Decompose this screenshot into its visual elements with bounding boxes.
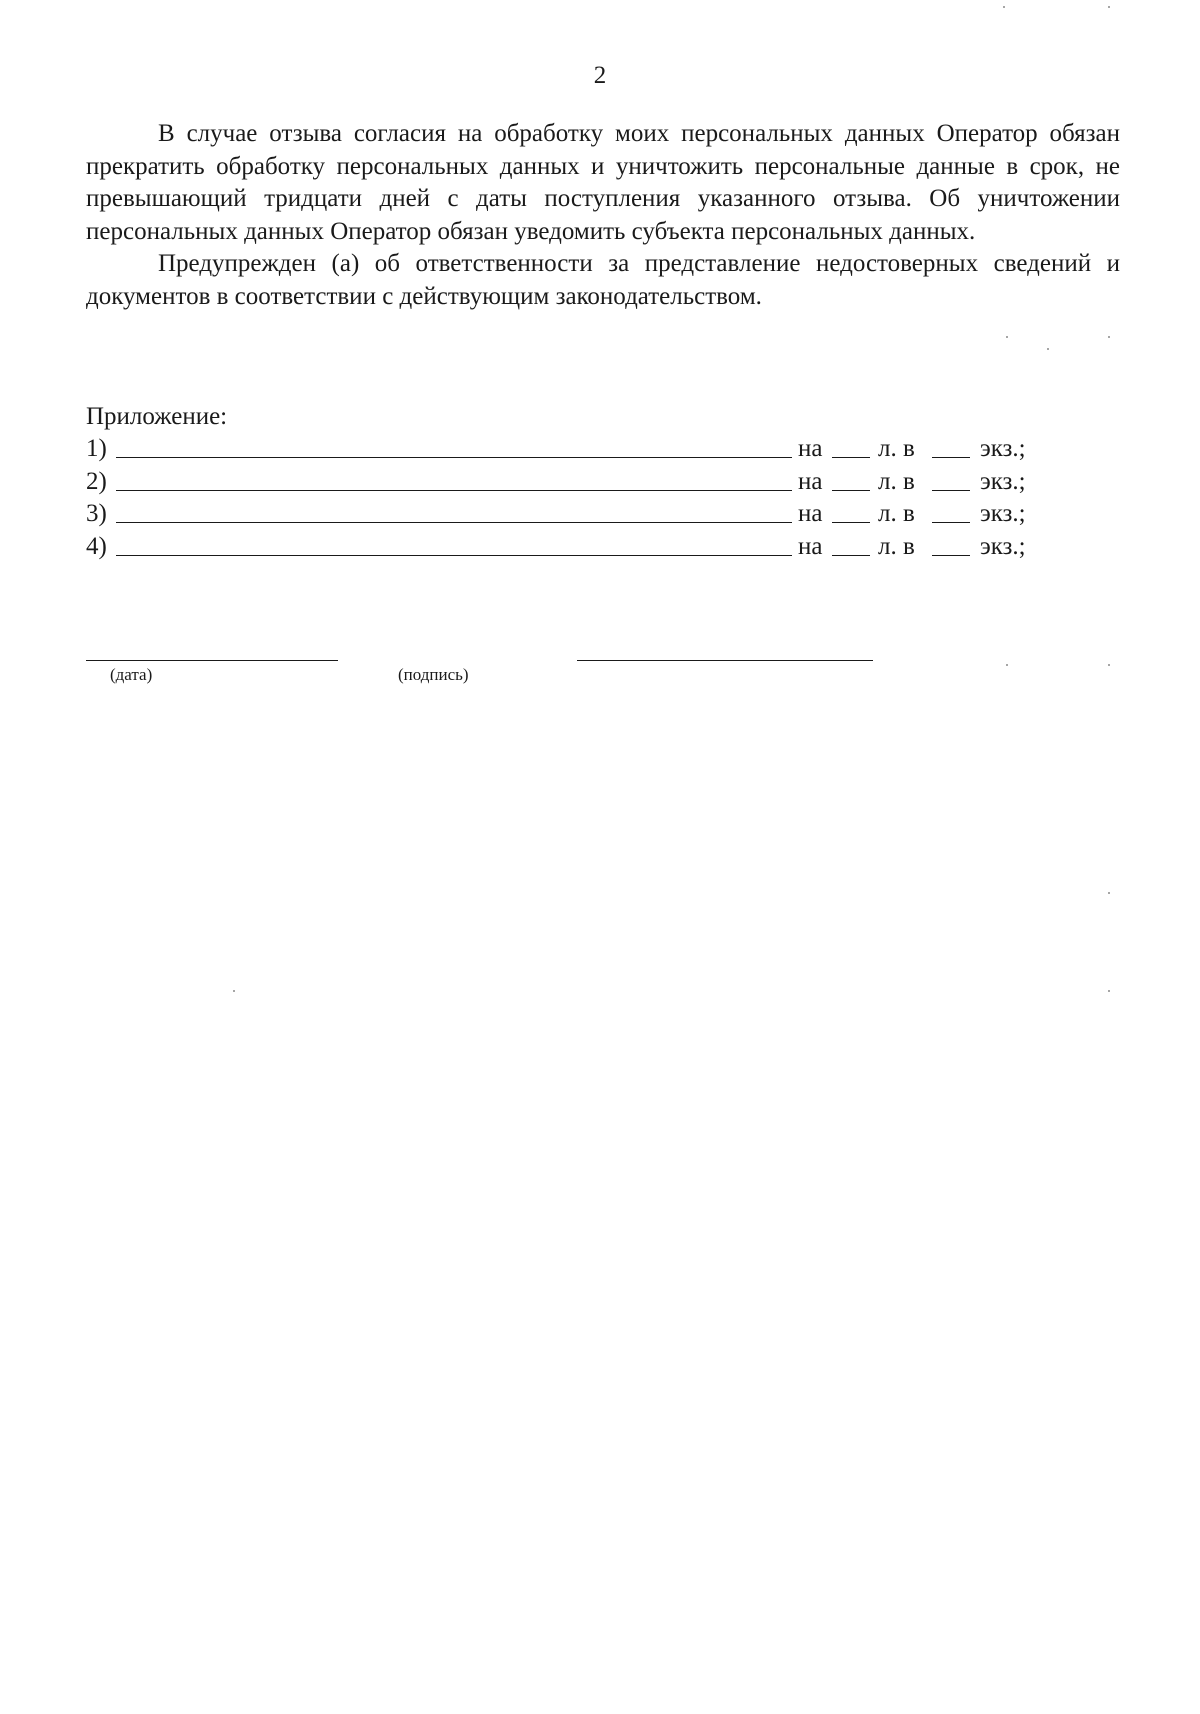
scan-speck	[1003, 6, 1005, 8]
attachment-sheets-blank	[832, 522, 870, 523]
attachment-name-line	[116, 522, 792, 523]
paragraph-consent-withdrawal: В случае отзыва согласия на обработку моих персональных данных Оператор обязан прекратить обработку персональных данных и уничтожить персональные данные в срок, не превышающий тридцати дней с даты поступления указанного отзыва. Об уничтожении персональных данных Оператор обязан уведомить субъекта персональных данных.	[86, 120, 1120, 245]
date-caption: (дата)	[110, 665, 153, 684]
scan-speck	[1006, 664, 1008, 666]
attachments-section	[86, 401, 1036, 563]
attachment-na-label: на	[798, 500, 823, 527]
attachment-row	[86, 433, 1036, 466]
attachment-row	[86, 531, 1036, 564]
attachment-name-line	[116, 490, 792, 491]
attachment-na-label: на	[798, 532, 823, 560]
body-text	[86, 118, 1120, 313]
attachment-copies-blank	[932, 555, 970, 556]
date-line	[86, 660, 338, 661]
attachment-number: 2)	[86, 467, 107, 495]
scan-speck	[1108, 336, 1110, 338]
scan-speck	[1108, 6, 1110, 8]
attachment-name-line	[116, 555, 792, 556]
scan-speck	[1108, 892, 1110, 894]
attachment-sheets-label: л. в	[878, 435, 915, 462]
attachment-copies-blank	[932, 522, 970, 523]
attachment-na-label: на	[798, 467, 823, 495]
attachment-row	[86, 498, 1036, 531]
attachment-name-line	[116, 457, 792, 458]
attachment-row	[86, 466, 1036, 499]
attachment-na-label: на	[798, 435, 823, 462]
attachment-sheets-blank	[832, 457, 870, 458]
signature-line	[577, 660, 873, 661]
attachment-sheets-label: л. в	[878, 467, 915, 495]
signature-caption: (подпись)	[398, 665, 469, 684]
attachment-sheets-label: л. в	[878, 532, 915, 560]
attachment-copies-label: экз.;	[980, 500, 1026, 527]
page-number: 2	[593, 62, 607, 89]
attachments-title: Приложение:	[86, 403, 228, 430]
scan-speck	[233, 990, 235, 992]
attachment-sheets-label: л. в	[878, 500, 915, 527]
attachment-copies-label: экз.;	[980, 435, 1026, 462]
attachment-number: 4)	[86, 532, 107, 560]
attachment-copies-blank	[932, 457, 970, 458]
scan-speck	[1047, 348, 1049, 350]
scan-speck	[1006, 336, 1008, 338]
paragraph-liability-warning: Предупрежден (а) об ответственности за представление недостоверных сведений и документов в соответствии с действующим законодательством.	[86, 250, 1120, 310]
attachment-number: 1)	[86, 435, 107, 462]
attachment-copies-blank	[932, 490, 970, 491]
scan-speck	[1108, 664, 1110, 666]
attachment-copies-label: экз.;	[980, 532, 1026, 560]
attachment-sheets-blank	[832, 490, 870, 491]
attachment-copies-label: экз.;	[980, 467, 1026, 495]
attachment-number: 3)	[86, 500, 107, 527]
scan-speck	[1108, 990, 1110, 992]
attachment-sheets-blank	[832, 555, 870, 556]
